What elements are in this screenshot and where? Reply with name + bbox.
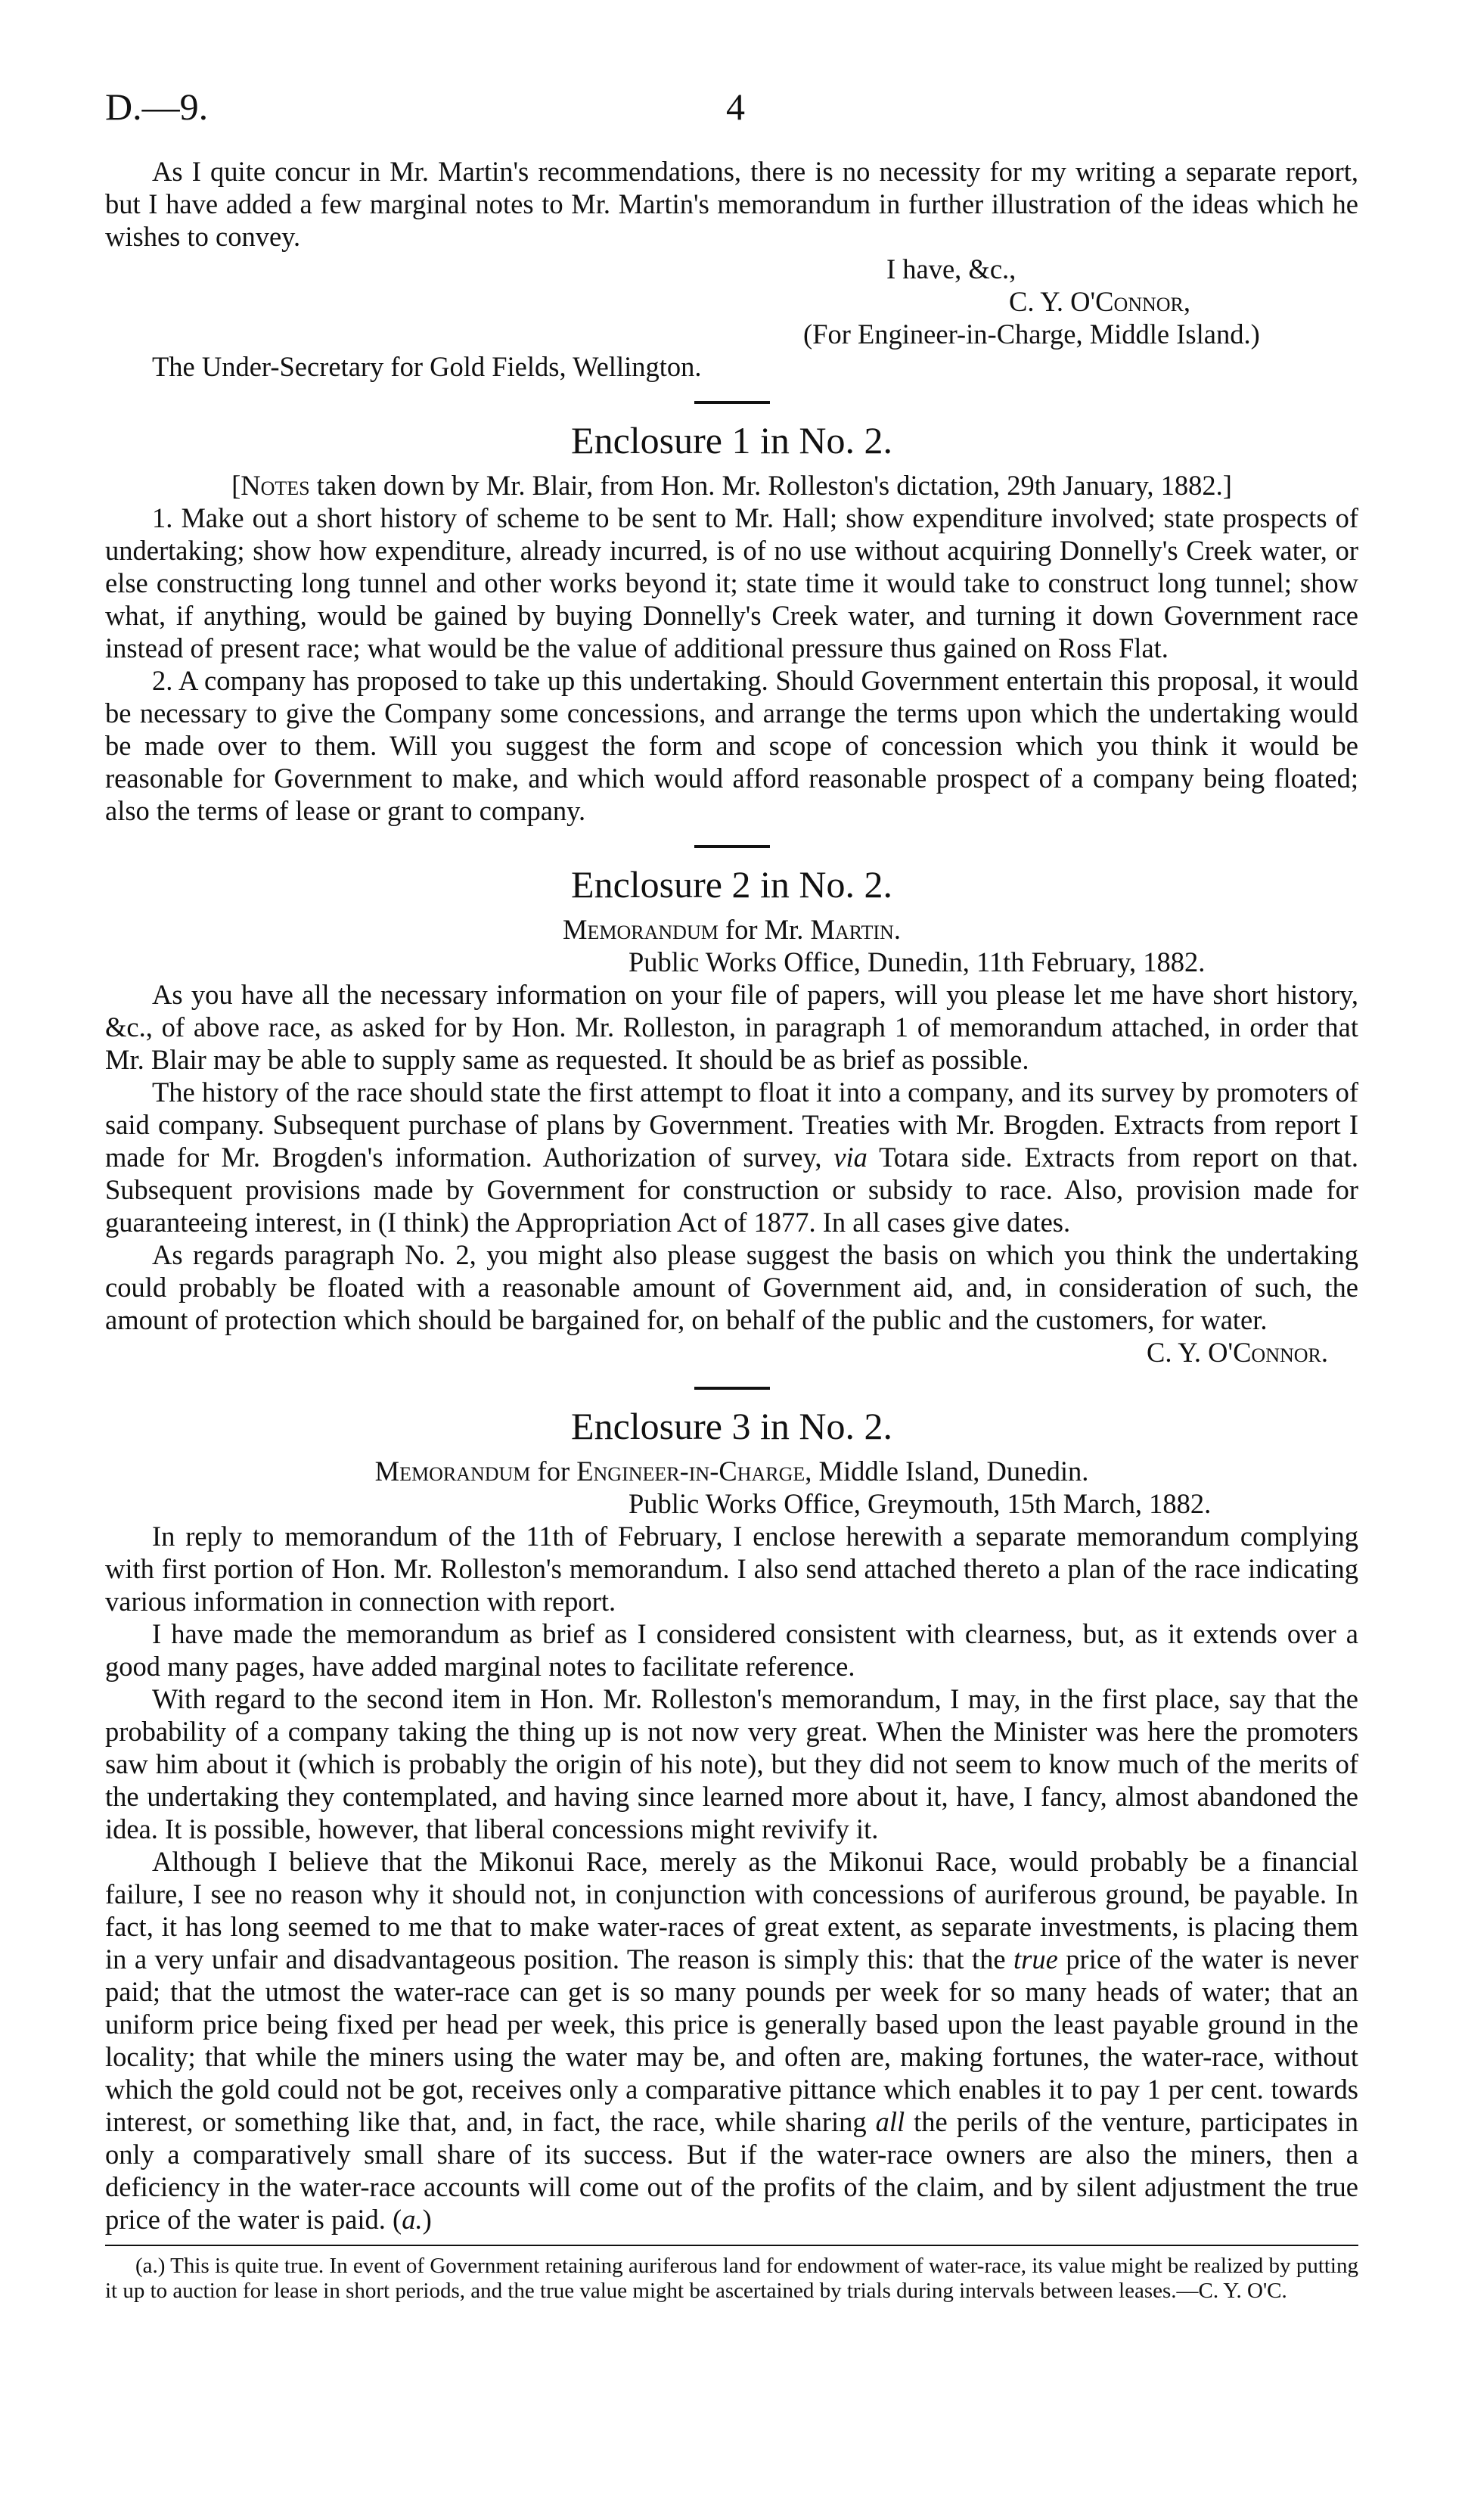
enclosure-2-paragraph (105, 1076, 1358, 1238)
enclosure-2-paragraph: As regards paragraph No. 2, you might also please suggest the basis on which you think the undertaking could probably be floated with a reasonable amount of Government aid, and, in consideration of such, the amount of protection which should be bargained for, on behalf of the public and the customers, for water. (105, 1239, 1358, 1335)
footnote (105, 2254, 1358, 2304)
text: The history of the race should state the first attempt to float it into a company, and its survey by promoters of said company. Subsequent purchase of plans by Government. Treaties with Mr. Brogden. Extracts from report I made for Mr. Brogden's information. Authorization of survey, (105, 1077, 1358, 1173)
signer-initials: C. Y. O' (1146, 1337, 1234, 1368)
memo-recipient: Engineer-in-Charge (576, 1456, 805, 1487)
letter-signature (105, 285, 1358, 318)
text: ) (422, 2204, 432, 2235)
page-body (105, 155, 1358, 2304)
notes-label: Notes (241, 470, 310, 501)
footnote-marker: (a.) (135, 2254, 166, 2278)
memo-for: for (530, 1456, 577, 1487)
document-reference: D.—9. (105, 85, 209, 128)
signer-initials: C. Y. O' (1009, 286, 1096, 317)
text: price of the water is never paid; that the utmost the water-race can get is so many pounds per week for so many heads of water; that an uniform price being fixed per head per week, this price is generally based upon the least payable ground in the locality; that while the miners using the water may be, and often are, making fortunes, the water-race, without which the gold could not be got, receives only a comparative pittance which enables it to pay 1 per cent. towards interest, or something like that, and, in fact, the race, while sharing (105, 1944, 1358, 2137)
enclosure-3-heading: Enclosure 3 in No. 2. (571, 1405, 892, 1447)
memo-location: , Middle Island, Dunedin. (805, 1456, 1089, 1487)
enclosure-2-signature (105, 1336, 1358, 1369)
enclosure-3-paragraph: In reply to memorandum of the 11th of February, I enclose herewith a separate memorandum complying with first portion of Hon. Mr. Rolleston's memorandum. I also send attached thereto a plan of the race indicating various information in connection with report. (105, 1521, 1358, 1617)
page-number: 4 (726, 85, 745, 128)
italic-text: all (875, 2106, 905, 2137)
letter-paragraph: As I quite concur in Mr. Martin's recommendations, there is no necessity for my writing a separate report, but I have added a few marginal notes to Mr. Martin's memorandum in further illustration of the ideas which he wishes to convey. (105, 156, 1358, 252)
enclosure-2-memo-line (105, 913, 1358, 946)
signer-title: (For Engineer-in-Charge, Middle Island.) (803, 318, 1260, 350)
enclosure-1-item: 2. A company has proposed to take up this undertaking. Should Government entertain this proposal, it would be necessary to give the Company some concessions, and arrange the terms upon which the undertaking would be made over to them. Will you suggest the form and scope of concession which you think it would be reasonable for Government to make, and which would afford reasonable prospect of a company being floated; also the terms of lease or grant to company. (105, 665, 1358, 826)
text: Although I believe that the Mikonui Race, merely as the Mikonui Race, would probably be a financial failure, I see no reason why it should not, in conjunction with concessions of auriferous ground, be payable. In fact, it has long seemed to me that to make water-races of great extent, as separate investments, is placing them in a very unfair and disadvantageous position. The reason is simply this: that the (105, 1846, 1358, 1975)
enclosure-3-paragraph: I have made the memorandum as brief as I considered consistent with clearness, but, as it extends over a good many pages, have added marginal notes to facilitate reference. (105, 1618, 1358, 1682)
footnote-divider (105, 2245, 1358, 2246)
enclosure-3-paragraph (105, 1845, 1358, 2236)
enclosure-1-intro (105, 469, 1358, 502)
footnote-reference: a. (402, 2204, 423, 2235)
memo-recipient: Martin. (810, 914, 901, 945)
enclosure-3-paragraph: With regard to the second item in Hon. Mr. Rolleston's memorandum, I may, in the first place, say that the probability of a company taking the thing up is not now very great. When the Minister was here the promoters saw him about it (which is probably the origin of his note), but they did not seem to know much of the merits of the undertaking they contemplated, and having since learned more about it, have, I fancy, almost abandoned the idea. It is possible, however, that liberal concessions might revivify it. (105, 1683, 1358, 1844)
footnote-text: This is quite true. In event of Government retaining auriferous land for endowment of water-race, its value might be realized by putting it up to auction for lease in short periods, and the true value might be ascertained by trials during intervals between leases.—C. Y. O'C. (105, 2254, 1358, 2303)
enclosure-2-office-date: Public Works Office, Dunedin, 11th February, 1882. (629, 946, 1206, 977)
intro-text: taken down by Mr. Blair, from Hon. Mr. Rolleston's dictation, 29th January, 1882.] (309, 470, 1232, 501)
enclosure-2-heading: Enclosure 2 in No. 2. (571, 863, 892, 906)
enclosure-1-item: 1. Make out a short history of scheme to be sent to Mr. Hall; show expenditure involved; state prospects of undertaking; show how expenditure, already incurred, is of no use without acquiring Donnelly's Creek water, or else constructing long tunnel and other works beyond it; state time it would take to construct long tunnel; show what, if anything, would be gained by buying Donnelly's Creek water, and turning it down Government race instead of present race; what would be the value of additional pressure thus gained on Ross Flat. (105, 502, 1358, 663)
section-divider (694, 1387, 770, 1390)
section-divider (694, 845, 770, 848)
memo-label: Memorandum (374, 1456, 531, 1487)
section-divider (694, 401, 770, 404)
enclosure-1-heading: Enclosure 1 in No. 2. (571, 419, 892, 461)
memo-label: Memorandum (563, 914, 719, 945)
enclosure-3-office-date: Public Works Office, Greymouth, 15th March, 1882. (629, 1488, 1212, 1519)
letter-addressee: The Under-Secretary for Gold Fields, Wellington. (152, 351, 702, 382)
text: the perils of the venture, participates in only a comparatively small share of its success. But if the water-race owners are also the miners, then a deficiency in the water-race accounts will come out of the profits of the claim, and by silent adjustment the true price of the water is paid. ( (105, 2106, 1358, 2235)
italic-text: via (833, 1142, 868, 1173)
enclosure-2-paragraph: As you have all the necessary information on your file of papers, will you please let me have short history, &c., of above race, as asked for by Hon. Mr. Rolleston, in paragraph 1 of memorandum attached, in order that Mr. Blair may be able to supply same as requested. It should be as brief as possible. (105, 979, 1358, 1075)
text: Totara side. Extracts from report on that. Subsequent provisions made by Government for construction or subsidy to race. Also, provision made for guaranteeing interest, in (I think) the Appropriation Act of 1877. In all cases give dates. (105, 1142, 1358, 1238)
letter-closing: I have, &c., (886, 253, 1016, 284)
enclosure-3-memo-line (105, 1455, 1358, 1487)
bracket: [ (231, 470, 241, 501)
italic-text: true (1013, 1944, 1058, 1975)
signer-name: Connor, (1095, 286, 1191, 317)
signer-name: Connor. (1233, 1337, 1328, 1368)
memo-for: for Mr. (718, 914, 811, 945)
